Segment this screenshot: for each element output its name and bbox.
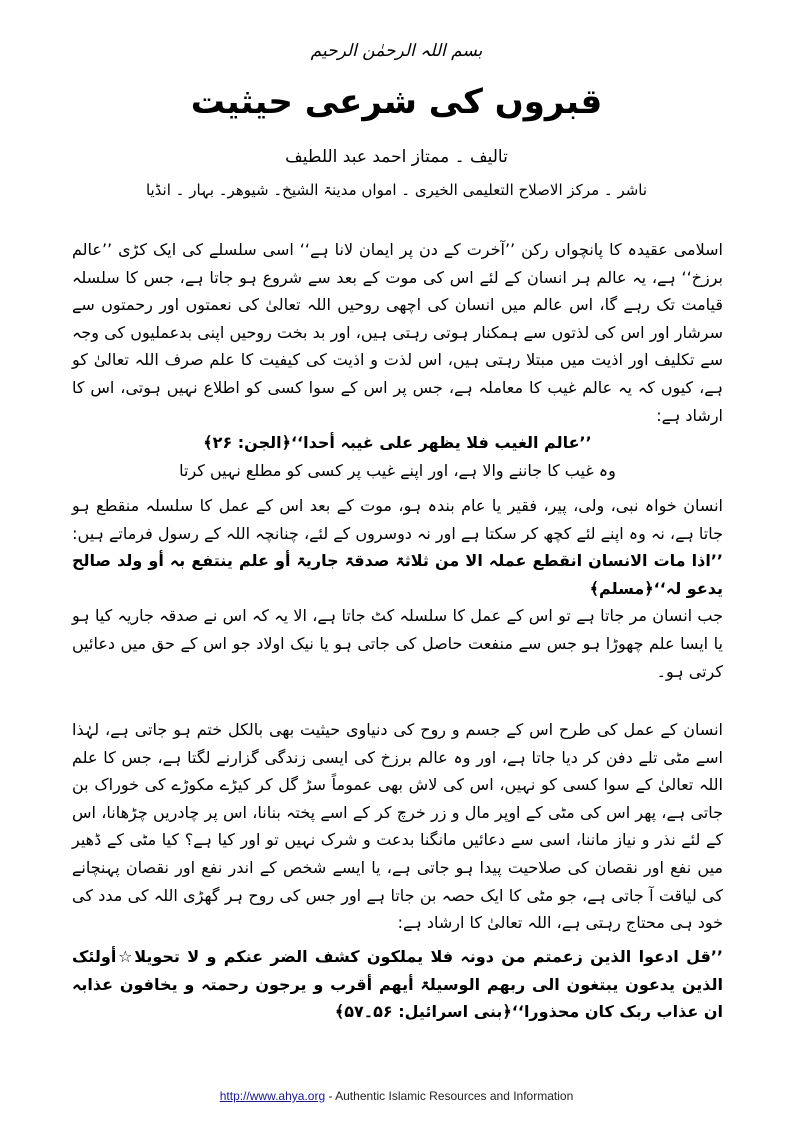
- publisher-line: ناشر ۔ مرکز الاصلاح التعلیمی الخیری ۔ امواں مدینۃ الشیخ۔ شیوھر۔ بہار ۔ انڈیا: [145, 181, 648, 199]
- section-alam-barzakh: [72, 236, 723, 484]
- paragraph-deeds: انسان خواہ نبی، ولی، پیر، فقیر یا عام بندہ ہو، موت کے بعد اس کے عمل کا سلسلہ منقطع ہو جاتا ہے، نہ وہ اپنے لئے کچھ کر سکتا ہے اور نہ دوسروں کے لئے، چنانچہ اللہ کے رسول فرماتے ہیں:: [72, 496, 723, 543]
- section-deeds-end: [72, 492, 723, 685]
- hadith-explanation: جب انسان مر جاتا ہے تو اس کے عمل کا سلسلہ کٹ جاتا ہے، الا یہ کہ اس نے صدقہ جاریہ کیا ہو یا ایسا علم چھوڑا ہو جس سے منفعت حاصل کی جاتی ہو یا نیک اولاد جو اس کے حق میں دعائیں کرتی ہو۔: [72, 606, 723, 681]
- quran-verse: ’’قل ادعوا الذین زعمتم من دونہ فلا یملکون کشف الضر عنکم و لا تحویلا☆أولئک الذین یدعون یبتغون الی ربھم الوسیلۃ أیھم أقرب و یرجون رحمتہ و یخافون عذابہ ان عذاب ربک کان محذورا‘‘﴿بنی اسرائیل: ۵۶۔۵۷﴾: [72, 947, 723, 1022]
- paragraph-body-status: انسان کے عمل کی طرح اس کے جسم و روح کی دنیاوی حیثیت بھی بالکل ختم ہو جاتی ہے، لہٰذا اسے مٹی تلے دفن کر دیا جاتا ہے، اور وہ عالم برزخ کی ایسی زندگی گزارنے لگتا ہے، جس کا علم اللہ تعالیٰ کے سوا کسی کو نہیں، اس کی لاش بھی عموماً سڑ گل کر کیڑے مکوڑے کی خوراک بن جاتی ہے، پھر اس کی مٹی کے اوپر مال و زر خرچ کر کے اسے پختہ بنانا، اس پر چادریں چڑھانا، اس کے لئے نذر و نیاز ماننا، اسی سے دعائیں مانگنا بدعت و شرک نہیں تو اور کیا ہے؟ کیا مٹی کے ڈھیر میں نفع اور نقصان کی صلاحیت پیدا ہو جاتی ہے، یا ایسے شخص کے اندر نفع اور نقصان پہنچانے کی لیاقت آ جاتی ہے، جو مٹی کا ایک حصہ بن جاتا ہے اور جس کی روح ہر گھڑی اللہ کی مدد کی خود ہی محتاج رہتی ہے، اللہ تعالیٰ کا ارشاد ہے:: [72, 720, 723, 933]
- author-line: تالیف ۔ ممتاز احمد عبد اللطیف: [285, 147, 508, 167]
- quran-quote: ’’عالم الغیب فلا یظھر علی غیبہ أحدا‘‘﴿الجن: ۲۶﴾: [203, 433, 592, 453]
- basmala: بسم اللہ الرحمٰن الرحیم: [310, 41, 483, 61]
- section-verse: [72, 943, 723, 1026]
- paragraph-intro: اسلامی عقیدہ کا پانچواں رکن ’’آخرت کے دن پر ایمان لانا ہے‘‘ اسی سلسلے کی ایک کڑی ’’عالم برزخ‘‘ ہے، یہ عالم ہر انسان کے لئے اس کی موت کے بعد سے شروع ہو جاتا ہے، جس کا سلسلہ قیامت تک رہے گا، اس عالم میں انسان کی اچھی روحیں اللہ تعالیٰ کی نعمتوں اور رحمتوں سے سرشار اور اس کی لذتوں سے ہمکنار ہوتی رہتی ہیں، اور بد بخت روحیں اپنی بدعملیوں کی وجہ سے تکلیف اور اذیت میں مبتلا رہتی ہیں، اس لذت و اذیت کی کیفیت کا علم صرف اللہ تعالیٰ کو ہے، کیوں کہ یہ عالم غیب کا معاملہ ہے، جس پر اس کے سوا کسی کو اطلاع نہیں ہوتی، اس کا ارشاد ہے:: [72, 240, 723, 425]
- page-title: قبروں کی شرعی حیثیت: [190, 82, 603, 122]
- footer-tagline: - Authentic Islamic Resources and Information: [325, 1089, 574, 1103]
- website-link[interactable]: http://www.ahya.org: [219, 1089, 326, 1103]
- hadith-quote: ’’اذا مات الانسان انقطع عملہ الا من ثلاثۃ صدقۃ جاریۃ أو علم ینتفع بہ أو ولد صالح یدعو لہ‘‘﴿مسلم﴾: [72, 551, 723, 598]
- quote-translation: وہ غیب کا جاننے والا ہے، اور اپنے غیب پر کسی کو مطلع نہیں کرتا: [179, 460, 616, 480]
- footer: [0, 1089, 793, 1103]
- section-body-status: [72, 716, 723, 937]
